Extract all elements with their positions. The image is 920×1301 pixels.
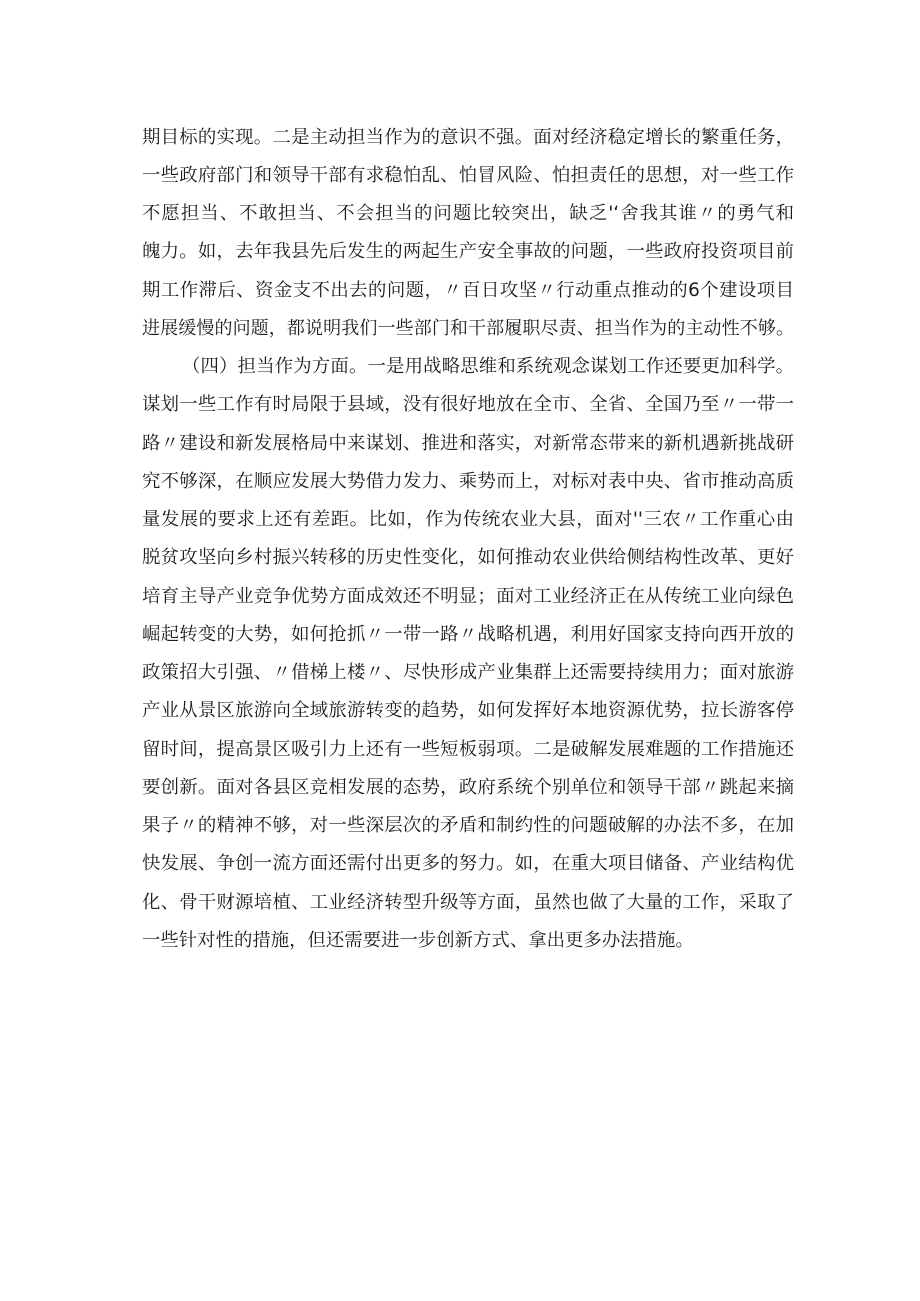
text-line: 培育主导产业竞争优势方面成效还不明显；面对工业经济正在从传统工业向绿色 (142, 586, 794, 607)
text-line: 留时间，提高景区吸引力上还有一些短板弱项。二是破解发展难题的工作措施还 (142, 739, 794, 760)
text-line: 谋划一些工作有时局限于县域，没有很好地放在全市、全省、全国乃至〃一带一 (142, 394, 794, 415)
text-line: 期目标的实现。二是主动担当作为的意识不强。面对经济稳定增长的繁重任务， (142, 127, 794, 148)
text-line: 魄力。如，去年我县先后发生的两起生产安全事故的问题，一些政府投资项目前 (142, 241, 794, 262)
text-line: 不愿担当、不敢担当、不会担当的问题比较突出，缺乏'‘舍我其谁〃的勇气和 (142, 203, 794, 224)
text-line: 路〃建设和新发展格局中来谋划、推进和落实，对新常态带来的新机遇新挑战研 (142, 433, 794, 454)
text-line: 进展缓慢的问题，都说明我们一些部门和干部履职尽责、担当作为的主动性不够。 (142, 318, 794, 339)
text-line: 快发展、争创一流方面还需付出更多的努力。如，在重大项目储备、产业结构优 (142, 853, 794, 874)
text-line: 量发展的要求上还有差距。比如，作为传统农业大县，面对''三农〃工作重心由 (142, 509, 794, 530)
text-line: 政策招大引强、〃借梯上楼〃、尽快形成产业集群上还需要持续用力；面对旅游 (142, 662, 794, 683)
text-line: 产业从景区旅游向全域旅游转变的趋势，如何发挥好本地资源优势，拉长游客停 (142, 700, 794, 721)
text-line: 崛起转变的大势，如何抢抓〃一带一路〃战略机遇，利用好国家支持向西开放的 (142, 624, 794, 645)
text-line: 一些针对性的措施，但还需要进一步创新方式、拿出更多办法措施。 (142, 930, 694, 951)
section-heading-line: （四）担当作为方面。一是用战略思维和系统观念谋划工作还要更加科学。 (182, 356, 794, 377)
text-line: 期工作滞后、资金支不出去的问题，〃百日攻坚〃行动重点推动的6个建设项目 (142, 280, 794, 301)
text-line: 要创新。面对各县区竞相发展的态势，政府系统个别单位和领导干部〃跳起来摘 (142, 777, 794, 798)
text-line: 化、骨干财源培植、工业经济转型升级等方面，虽然也做了大量的工作，采取了 (142, 892, 794, 913)
text-line: 脱贫攻坚向乡村振兴转移的历史性变化，如何推动农业供给侧结构性改革、更好 (142, 547, 794, 568)
text-line: 果子〃的精神不够，对一些深层次的矛盾和制约性的问题破解的办法不多，在加 (142, 815, 794, 836)
text-line: 究不够深，在顺应发展大势借力发力、乘势而上，对标对表中央、省市推动高质 (142, 471, 794, 492)
text-line: 一些政府部门和领导干部有求稳怕乱、怕冒风险、怕担责任的思想，对一些工作 (142, 165, 794, 186)
